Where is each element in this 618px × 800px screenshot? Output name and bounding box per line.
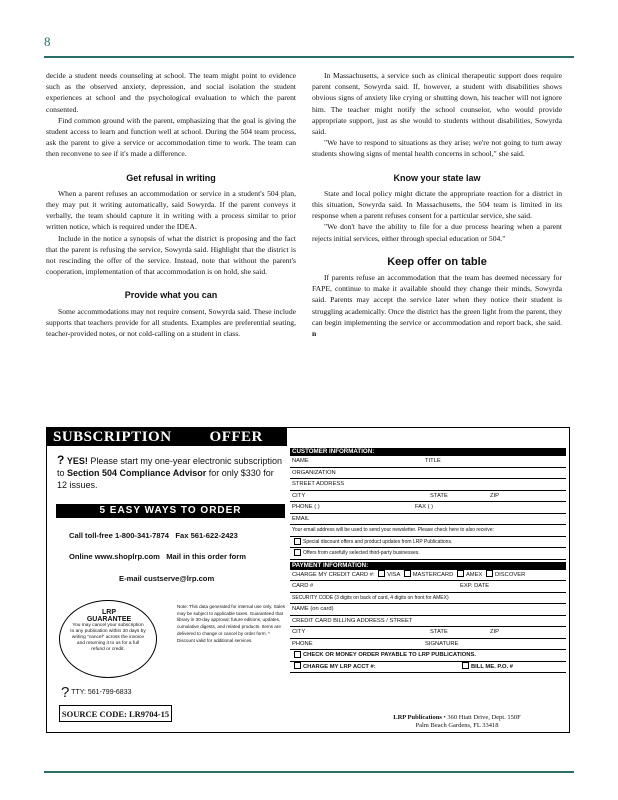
customer-header: CUSTOMER INFORMATION: — [290, 448, 566, 456]
checkbox[interactable] — [294, 651, 301, 658]
question-icon: ? — [61, 684, 70, 701]
source-code: SOURCE CODE: LR9704-15 — [59, 705, 172, 722]
section-heading: Get refusal in writing — [126, 172, 216, 183]
paragraph: "We have to respond to situations as they arise; we're not going to turn away students showing signs of mental health concerns in school," she said. — [312, 138, 562, 159]
paragraph: Include in the notice a synopsis of what the district is proposing and the fact that the parent is refusing the service, Sowyrda said. Highlight that the district is not rescinding the offer of the service. Instead, note that without the parent's cooperation, implementation of that accommodation is on hold, she said. — [46, 233, 296, 277]
checkbox[interactable] — [294, 662, 301, 669]
city-field[interactable]: CITY STATE ZIP — [290, 491, 566, 503]
billing-address-field[interactable]: CREDIT CARD BILLING ADDRESS / STREET — [290, 616, 566, 628]
guarantee-text: You may cancel your subscription to any publication within 30 days by writing "cancel" across the invoice and returning it to us for a full refund or credit. — [70, 623, 146, 652]
guarantee-title: LRP GUARANTEE — [86, 609, 132, 623]
paragraph — [312, 272, 562, 339]
paragraph: In Massachusetts, a service such as clinical therapeutic support does require parent consent, Sowyrda said. If, however, a student with disabilities shows obvious signs of anxiety like crying or shutting down, his teacher will not ignore him. The teacher might notify the school counselor, who would provide appropriate support, just as she would to students without disabilities, Sowyrda said. — [312, 71, 562, 137]
title-part: SUBSCRIPTION — [53, 429, 172, 445]
fine-print: Note: This data generated for internal use only. Sales may be subject to applicable taxes. Guaranteed that library in 30-day approval; future editions, updates, cumulative digests, and related products. Items are delivered to change or cancel by order form. * Discount valid for additional services. — [177, 604, 286, 643]
left-column — [46, 70, 296, 339]
payment-header: PAYMENT INFORMATION: — [290, 562, 566, 570]
email-field[interactable]: EMAIL — [290, 514, 566, 526]
opt-in-row: Offers from carefully selected third-party businesses. — [290, 548, 566, 560]
guarantee-seal — [59, 600, 157, 678]
top-rule — [44, 56, 574, 58]
yes-mark: ? — [57, 453, 65, 467]
email-line: E-mail custserve@lrp.com — [119, 574, 215, 583]
phone-signature-row[interactable]: PHONE SIGNATURE — [290, 639, 566, 651]
checkbox[interactable] — [294, 549, 301, 556]
yes-offer — [57, 454, 282, 491]
online-line: Online www.shoplrp.com Mail in this order form — [69, 552, 246, 561]
right-column — [312, 70, 562, 339]
yes-label: YES! — [66, 456, 88, 466]
name-on-card-field[interactable]: NAME (on card) — [290, 604, 566, 616]
title-part: OFFER — [209, 429, 263, 445]
page-number: 8 — [44, 34, 51, 49]
bottom-rule — [44, 771, 574, 773]
account-option: CHARGE MY LRP ACCT #: BILL ME. P.O. # — [290, 662, 566, 674]
paragraph: Some accommodations may not require consent, Sowyrda said. These include supports that teachers provide for all students. Examples are preferential seating, teacher-provided notes, or not cold-calling on a student in class. — [46, 306, 296, 339]
phone-field[interactable]: PHONE ( ) FAX ( ) — [290, 502, 566, 514]
paragraph-text: If parents refuse an accommodation that the team has deemed necessary for FAPE, continue to make it available should they change their minds, Sowyrda said. Parents may accept the service later when they notice their student is struggling academically. Once the district has the green light from the parent, they can begin implementing the service or accommodation and report back, she said. — [312, 273, 562, 327]
opt-in-row: Special discount offers and product updates from LRP Publications. — [290, 537, 566, 549]
paragraph: decide a student needs counseling at school. The team might point to evidence such as the observed anxiety, depression, and social isolation the student experiences at school and the psychological evaluation to which the parent consented. — [46, 71, 296, 114]
checkbox[interactable] — [294, 538, 301, 545]
paragraph: State and local policy might dictate the appropriate reaction for a district in this situation, Sowyrda said. In Massachusetts, the 504 team is limited in its response when a parent refuses consent for a particular service, she said. — [312, 188, 562, 221]
tty-line: ? TTY: 561-799-6833 — [61, 684, 132, 701]
check-option: CHECK OR MONEY ORDER PAYABLE TO LRP PUBLICATIONS. — [290, 650, 566, 662]
credit-card-row: CHARGE MY CREDIT CARD #: VISA MASTERCARD AMEX DISCOVER — [290, 570, 566, 582]
street-field[interactable]: STREET ADDRESS — [290, 479, 566, 491]
name-field[interactable]: NAME TITLE — [290, 456, 566, 468]
paragraph: Find common ground with the parent, emphasizing that the goal is giving the student access to learn and function well at school. During the 504 team process, ask the parent to give a service or accommodation time to work. The team can then reconvene to see if it's made a difference. — [46, 115, 296, 159]
subscription-title — [47, 428, 287, 446]
card-number-field[interactable]: CARD # EXP. DATE — [290, 581, 566, 593]
section-heading: Keep offer on table — [387, 255, 487, 268]
security-code-field[interactable]: SECURITY CODE (3 digits on back of card, 4 digits on front for AMEX) — [290, 593, 566, 605]
easy-ways-banner: 5 EASY WAYS TO ORDER — [56, 504, 285, 518]
end-mark: n — [312, 329, 317, 339]
billing-city-field[interactable]: CITY STATE ZIP — [290, 627, 566, 639]
subscription-box — [46, 427, 570, 733]
order-form — [290, 448, 566, 673]
yes-text: Please start my one-year electronic subscription to — [57, 456, 282, 478]
email-note: Your email address will be used to send your newsletter. Please check here to also receive: — [290, 525, 566, 537]
paragraph: When a parent refuses an accommodation or service in a student's 504 plan, they may put it writing automatically, said Sowyrda. If the parent conveys it verbally, the team should capture it in writing with a process similar to prior written notice, which is required under the IDEA. — [46, 188, 296, 232]
section-heading: Provide what you can — [124, 290, 218, 301]
organization-field[interactable]: ORGANIZATION — [290, 468, 566, 480]
publisher-address: LRP Publications • 360 Hiatt Drive, Dept. 150F Palm Beach Gardens, FL 33418 — [393, 714, 521, 729]
product-name: Section 504 Compliance Advisor — [67, 468, 207, 478]
price: for only $330 for 12 issues. — [57, 468, 274, 490]
section-heading: Know your state law — [393, 172, 481, 183]
paragraph: "We don't have the ability to file for a due process hearing when a parent rejects initial services, either through special education or 504." — [312, 222, 562, 243]
call-line: Call toll-free 1-800-341-7874 Fax 561-622-2423 — [69, 531, 238, 540]
